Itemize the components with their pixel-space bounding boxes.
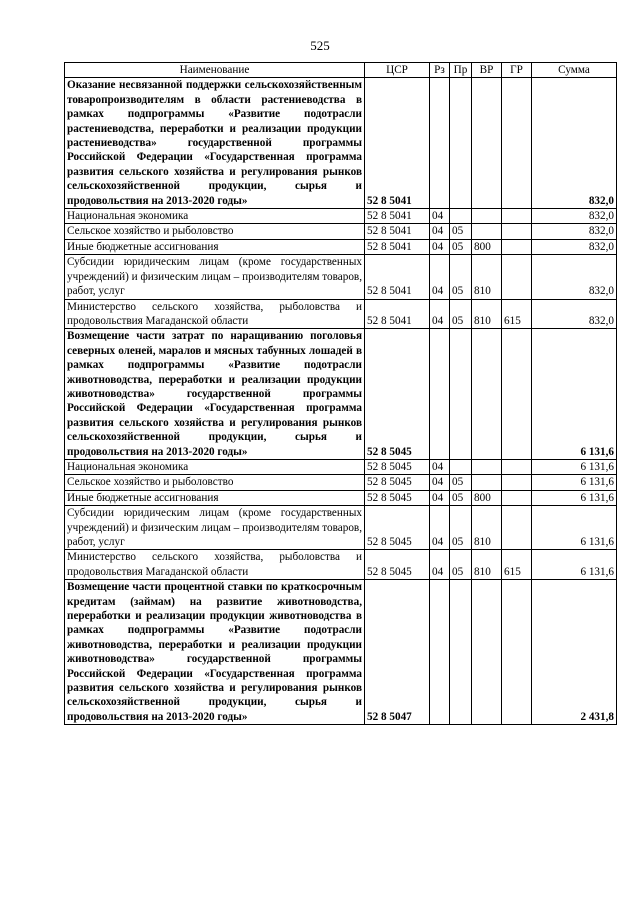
cell-pr: 05 — [450, 299, 472, 329]
cell-gr — [502, 224, 532, 239]
table-row — [65, 255, 617, 299]
cell-rz: 04 — [430, 490, 450, 505]
cell-rz: 04 — [430, 255, 450, 299]
table-row — [65, 299, 617, 329]
table-row — [65, 329, 617, 460]
cell-sum: 6 131,6 — [532, 490, 617, 505]
cell-sum: 6 131,6 — [532, 329, 617, 460]
cell-csr: 52 8 5045 — [365, 459, 430, 474]
cell-name: Субсидии юридическим лицам (кроме государственных учреждений) и физическим лицам – производителям товаров, работ, услуг — [65, 506, 365, 550]
cell-csr: 52 8 5041 — [365, 255, 430, 299]
cell-rz: 04 — [430, 239, 450, 254]
cell-csr: 52 8 5045 — [365, 329, 430, 460]
cell-rz — [430, 329, 450, 460]
cell-vr: 810 — [472, 255, 502, 299]
cell-csr: 52 8 5047 — [365, 580, 430, 725]
cell-gr: 615 — [502, 550, 532, 580]
table-body — [65, 78, 617, 725]
cell-name: Министерство сельского хозяйства, рыболовства и продовольствия Магаданской области — [65, 550, 365, 580]
cell-vr: 810 — [472, 506, 502, 550]
cell-csr: 52 8 5041 — [365, 224, 430, 239]
cell-rz: 04 — [430, 299, 450, 329]
cell-pr — [450, 580, 472, 725]
cell-csr: 52 8 5045 — [365, 490, 430, 505]
cell-gr — [502, 459, 532, 474]
header-csr: ЦСР — [365, 63, 430, 78]
cell-name: Сельское хозяйство и рыболовство — [65, 475, 365, 490]
cell-pr — [450, 329, 472, 460]
cell-pr: 05 — [450, 550, 472, 580]
cell-vr: 800 — [472, 239, 502, 254]
cell-gr — [502, 209, 532, 224]
cell-csr: 52 8 5045 — [365, 550, 430, 580]
cell-vr — [472, 78, 502, 209]
cell-vr — [472, 580, 502, 725]
cell-rz: 04 — [430, 209, 450, 224]
table-row — [65, 239, 617, 254]
cell-gr — [502, 475, 532, 490]
cell-gr — [502, 239, 532, 254]
cell-name: Национальная экономика — [65, 459, 365, 474]
header-vr: ВР — [472, 63, 502, 78]
cell-sum: 832,0 — [532, 255, 617, 299]
table-row — [65, 78, 617, 209]
header-gr: ГР — [502, 63, 532, 78]
cell-vr — [472, 224, 502, 239]
header-rz: Рз — [430, 63, 450, 78]
table-row — [65, 224, 617, 239]
table-row — [65, 580, 617, 725]
table-row — [65, 209, 617, 224]
cell-name: Сельское хозяйство и рыболовство — [65, 224, 365, 239]
cell-pr: 05 — [450, 490, 472, 505]
cell-rz — [430, 580, 450, 725]
cell-name: Иные бюджетные ассигнования — [65, 239, 365, 254]
cell-sum: 832,0 — [532, 78, 617, 209]
header-sum: Сумма — [532, 63, 617, 78]
cell-sum: 832,0 — [532, 299, 617, 329]
cell-vr — [472, 209, 502, 224]
cell-csr: 52 8 5045 — [365, 475, 430, 490]
cell-gr — [502, 580, 532, 725]
cell-pr: 05 — [450, 506, 472, 550]
table-row — [65, 506, 617, 550]
table-header-row — [65, 63, 617, 78]
cell-pr: 05 — [450, 239, 472, 254]
cell-pr: 05 — [450, 224, 472, 239]
cell-name: Оказание несвязанной поддержки сельскохозяйственным товаропроизводителям в области растениеводства в рамках подпрограммы «Развитие подотрасли растениеводства, переработки и реализации продукции растениеводства» государственной программы Российской Федерации «Государственная программа развития сельского хозяйства и регулирования рынков сельскохозяйственной продукции, сырья и продовольствия на 2013-2020 годы» — [65, 78, 365, 209]
cell-name: Возмещение части затрат по наращиванию поголовья северных оленей, маралов и мясных табунных лошадей в рамках подпрограммы «Развитие подотрасли животноводства, переработки и реализации продукции животноводства» государственной программы Российской Федерации «Государственная программа развития сельского хозяйства и регулирования рынков сельскохозяйственной продукции, сырья и продовольствия на 2013-2020 годы» — [65, 329, 365, 460]
cell-rz: 04 — [430, 459, 450, 474]
cell-rz: 04 — [430, 550, 450, 580]
cell-name: Субсидии юридическим лицам (кроме государственных учреждений) и физическим лицам – производителям товаров, работ, услуг — [65, 255, 365, 299]
cell-sum: 6 131,6 — [532, 459, 617, 474]
cell-pr: 05 — [450, 475, 472, 490]
page-number: 525 — [310, 38, 330, 53]
cell-vr — [472, 475, 502, 490]
cell-sum: 6 131,6 — [532, 506, 617, 550]
cell-sum: 2 431,8 — [532, 580, 617, 725]
cell-name: Иные бюджетные ассигнования — [65, 490, 365, 505]
cell-gr — [502, 329, 532, 460]
cell-pr: 05 — [450, 255, 472, 299]
cell-csr: 52 8 5041 — [365, 299, 430, 329]
cell-sum: 832,0 — [532, 209, 617, 224]
header-pr: Пр — [450, 63, 472, 78]
cell-vr — [472, 329, 502, 460]
cell-sum: 6 131,6 — [532, 550, 617, 580]
table-row — [65, 550, 617, 580]
cell-vr: 810 — [472, 299, 502, 329]
budget-table — [64, 62, 617, 725]
cell-sum: 832,0 — [532, 239, 617, 254]
cell-gr — [502, 490, 532, 505]
cell-csr: 52 8 5041 — [365, 209, 430, 224]
cell-gr: 615 — [502, 299, 532, 329]
cell-rz: 04 — [430, 224, 450, 239]
cell-pr — [450, 209, 472, 224]
cell-name: Возмещение части процентной ставки по краткосрочным кредитам (займам) на развитие животноводства, переработки и реализации продукции животноводства в рамках подпрограммы «Развитие подотрасли животноводства, переработки и реализации продукции животноводства» государственной программы Российской Федерации «Государственная программа развития сельского хозяйства и регулирования рынков сельскохозяйственной продукции, сырья и продовольствия на 2013-2020 годы» — [65, 580, 365, 725]
cell-gr — [502, 255, 532, 299]
cell-sum: 6 131,6 — [532, 475, 617, 490]
cell-pr — [450, 78, 472, 209]
cell-gr — [502, 506, 532, 550]
cell-vr: 810 — [472, 550, 502, 580]
cell-rz: 04 — [430, 475, 450, 490]
table-row — [65, 459, 617, 474]
cell-name: Национальная экономика — [65, 209, 365, 224]
cell-vr — [472, 459, 502, 474]
cell-pr — [450, 459, 472, 474]
cell-csr: 52 8 5041 — [365, 239, 430, 254]
cell-rz: 04 — [430, 506, 450, 550]
table-row — [65, 490, 617, 505]
cell-sum: 832,0 — [532, 224, 617, 239]
cell-vr: 800 — [472, 490, 502, 505]
table-row — [65, 475, 617, 490]
cell-csr: 52 8 5041 — [365, 78, 430, 209]
cell-name: Министерство сельского хозяйства, рыболовства и продовольствия Магаданской области — [65, 299, 365, 329]
cell-rz — [430, 78, 450, 209]
cell-gr — [502, 78, 532, 209]
header-name: Наименование — [65, 63, 365, 78]
cell-csr: 52 8 5045 — [365, 506, 430, 550]
